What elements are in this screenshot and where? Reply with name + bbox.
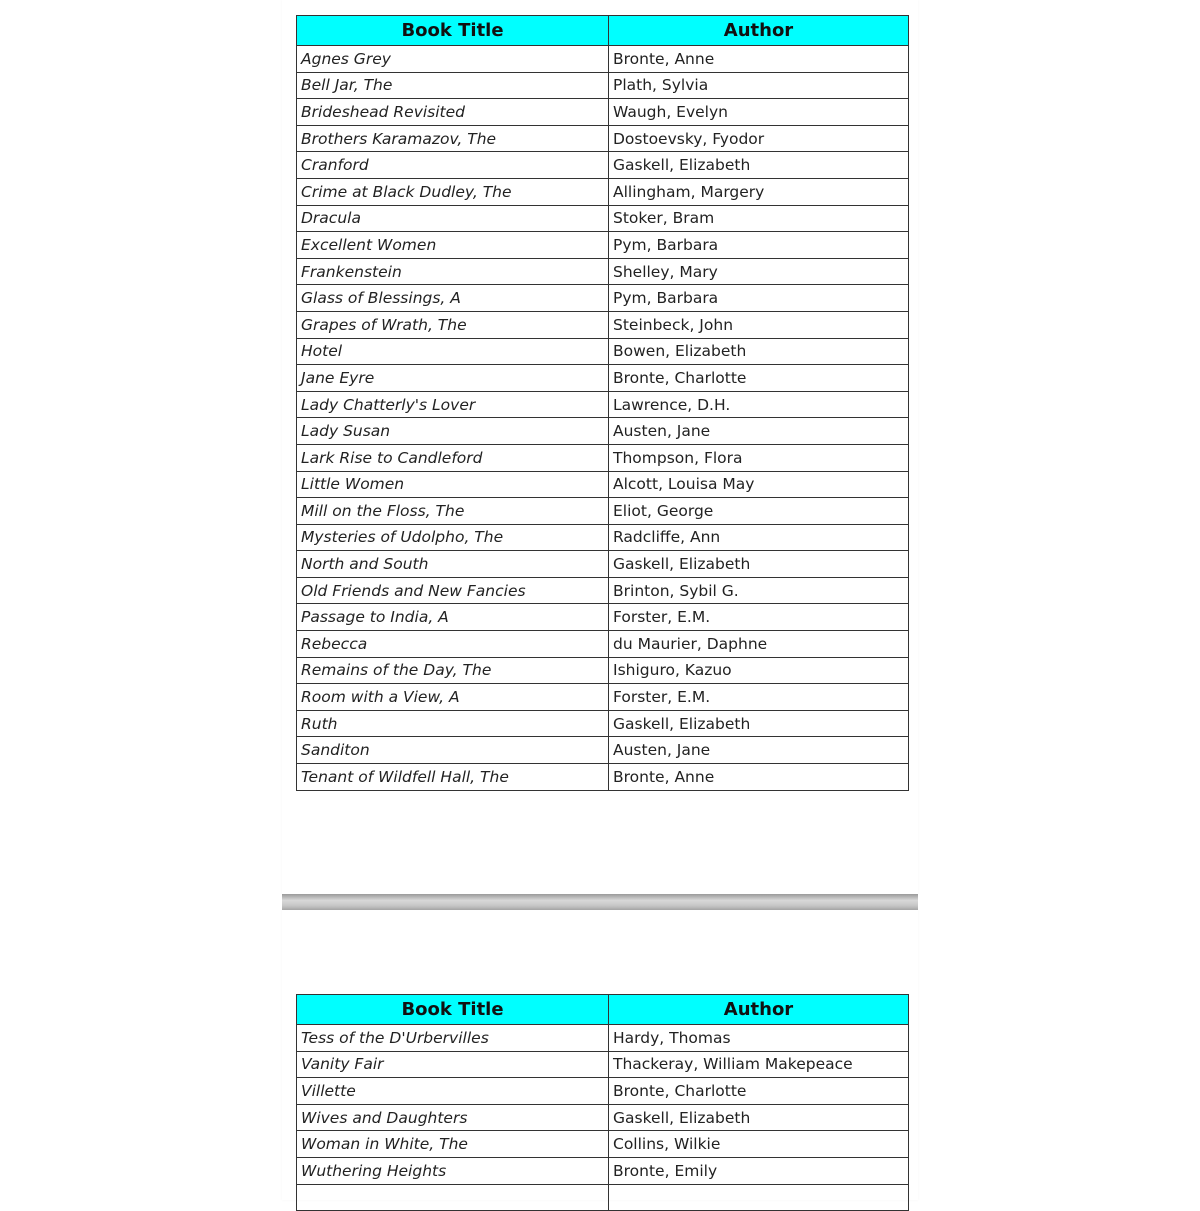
book-title-cell: Mysteries of Udolpho, The xyxy=(297,524,609,551)
table-row xyxy=(297,391,909,418)
book-title-cell: Bell Jar, The xyxy=(297,72,609,99)
author-cell: Stoker, Bram xyxy=(609,205,909,232)
book-title-cell: Lady Chatterly's Lover xyxy=(297,391,609,418)
author-cell: Gaskell, Elizabeth xyxy=(609,551,909,578)
table-row xyxy=(297,710,909,737)
author-cell: Shelley, Mary xyxy=(609,258,909,285)
author-cell: Austen, Jane xyxy=(609,418,909,445)
book-title-cell: Room with a View, A xyxy=(297,684,609,711)
table-row xyxy=(297,604,909,631)
author-cell: du Maurier, Daphne xyxy=(609,631,909,658)
author-cell: Bronte, Anne xyxy=(609,46,909,73)
table-row xyxy=(297,1051,909,1078)
table-row xyxy=(297,285,909,312)
table-row xyxy=(297,764,909,791)
author-cell: Hardy, Thomas xyxy=(609,1025,909,1052)
book-title-cell: Wuthering Heights xyxy=(297,1157,609,1184)
book-title-cell: Woman in White, The xyxy=(297,1131,609,1158)
author-cell: Gaskell, Elizabeth xyxy=(609,1104,909,1131)
book-title-cell: Mill on the Floss, The xyxy=(297,498,609,525)
table-row xyxy=(297,418,909,445)
book-title-cell: Tess of the D'Urbervilles xyxy=(297,1025,609,1052)
header-book-title: Book Title xyxy=(297,16,609,46)
table-row xyxy=(297,1078,909,1105)
author-cell: Forster, E.M. xyxy=(609,684,909,711)
author-cell: Steinbeck, John xyxy=(609,311,909,338)
author-cell: Brinton, Sybil G. xyxy=(609,577,909,604)
book-title-cell: Little Women xyxy=(297,471,609,498)
author-cell: Radcliffe, Ann xyxy=(609,524,909,551)
author-cell: Forster, E.M. xyxy=(609,604,909,631)
table-row xyxy=(297,1157,909,1184)
book-title-cell: Crime at Black Dudley, The xyxy=(297,178,609,205)
book-title-cell: Passage to India, A xyxy=(297,604,609,631)
table-row xyxy=(297,1131,909,1158)
table-row xyxy=(297,684,909,711)
book-title-cell: Grapes of Wrath, The xyxy=(297,311,609,338)
table-row xyxy=(297,152,909,179)
table-row xyxy=(297,657,909,684)
table-header-row xyxy=(297,995,909,1025)
header-book-title: Book Title xyxy=(297,995,609,1025)
table-row xyxy=(297,338,909,365)
header-author: Author xyxy=(609,16,909,46)
book-title-cell: Brothers Karamazov, The xyxy=(297,125,609,152)
author-cell: Alcott, Louisa May xyxy=(609,471,909,498)
table-row xyxy=(297,178,909,205)
book-title-cell: North and South xyxy=(297,551,609,578)
table-row xyxy=(297,498,909,525)
book-title-cell: Remains of the Day, The xyxy=(297,657,609,684)
table-row xyxy=(297,99,909,126)
table-row xyxy=(297,46,909,73)
table-header-row xyxy=(297,16,909,46)
author-cell: Eliot, George xyxy=(609,498,909,525)
document-page-2 xyxy=(282,910,918,1200)
book-title-cell xyxy=(297,1184,609,1211)
book-title-cell: Lark Rise to Candleford xyxy=(297,444,609,471)
author-cell: Bronte, Charlotte xyxy=(609,1078,909,1105)
table-row xyxy=(297,471,909,498)
author-cell: Pym, Barbara xyxy=(609,232,909,259)
header-author: Author xyxy=(609,995,909,1025)
table-row xyxy=(297,205,909,232)
table-row xyxy=(297,258,909,285)
table-row xyxy=(297,577,909,604)
author-cell: Ishiguro, Kazuo xyxy=(609,657,909,684)
table-row xyxy=(297,1025,909,1052)
table-row xyxy=(297,72,909,99)
book-title-cell: Agnes Grey xyxy=(297,46,609,73)
author-cell: Plath, Sylvia xyxy=(609,72,909,99)
author-cell: Bronte, Anne xyxy=(609,764,909,791)
author-cell: Thompson, Flora xyxy=(609,444,909,471)
book-title-cell: Glass of Blessings, A xyxy=(297,285,609,312)
author-cell: Allingham, Margery xyxy=(609,178,909,205)
author-cell: Dostoevsky, Fyodor xyxy=(609,125,909,152)
document-page-1 xyxy=(282,0,918,894)
author-cell: Gaskell, Elizabeth xyxy=(609,152,909,179)
book-table-page-2 xyxy=(296,994,909,1211)
table-row xyxy=(297,232,909,259)
table-row xyxy=(297,631,909,658)
author-cell: Collins, Wilkie xyxy=(609,1131,909,1158)
author-cell xyxy=(609,1184,909,1211)
book-title-cell: Excellent Women xyxy=(297,232,609,259)
author-cell: Bowen, Elizabeth xyxy=(609,338,909,365)
book-title-cell: Hotel xyxy=(297,338,609,365)
book-title-cell: Vanity Fair xyxy=(297,1051,609,1078)
table-row xyxy=(297,1104,909,1131)
author-cell: Bronte, Emily xyxy=(609,1157,909,1184)
table-row xyxy=(297,524,909,551)
book-title-cell: Lady Susan xyxy=(297,418,609,445)
book-table-page-1 xyxy=(296,15,909,791)
book-title-cell: Jane Eyre xyxy=(297,365,609,392)
table-row xyxy=(297,311,909,338)
book-title-cell: Wives and Daughters xyxy=(297,1104,609,1131)
table-row xyxy=(297,125,909,152)
author-cell: Waugh, Evelyn xyxy=(609,99,909,126)
book-title-cell: Brideshead Revisited xyxy=(297,99,609,126)
author-cell: Gaskell, Elizabeth xyxy=(609,710,909,737)
book-title-cell: Frankenstein xyxy=(297,258,609,285)
table-row xyxy=(297,444,909,471)
table-row xyxy=(297,551,909,578)
author-cell: Thackeray, William Makepeace xyxy=(609,1051,909,1078)
author-cell: Pym, Barbara xyxy=(609,285,909,312)
author-cell: Lawrence, D.H. xyxy=(609,391,909,418)
book-title-cell: Cranford xyxy=(297,152,609,179)
book-title-cell: Sanditon xyxy=(297,737,609,764)
table-row xyxy=(297,1184,909,1211)
author-cell: Austen, Jane xyxy=(609,737,909,764)
table-row xyxy=(297,365,909,392)
author-cell: Bronte, Charlotte xyxy=(609,365,909,392)
book-title-cell: Ruth xyxy=(297,710,609,737)
table-row xyxy=(297,737,909,764)
book-title-cell: Tenant of Wildfell Hall, The xyxy=(297,764,609,791)
book-title-cell: Rebecca xyxy=(297,631,609,658)
book-title-cell: Old Friends and New Fancies xyxy=(297,577,609,604)
page-separator xyxy=(282,894,918,910)
book-title-cell: Dracula xyxy=(297,205,609,232)
book-title-cell: Villette xyxy=(297,1078,609,1105)
